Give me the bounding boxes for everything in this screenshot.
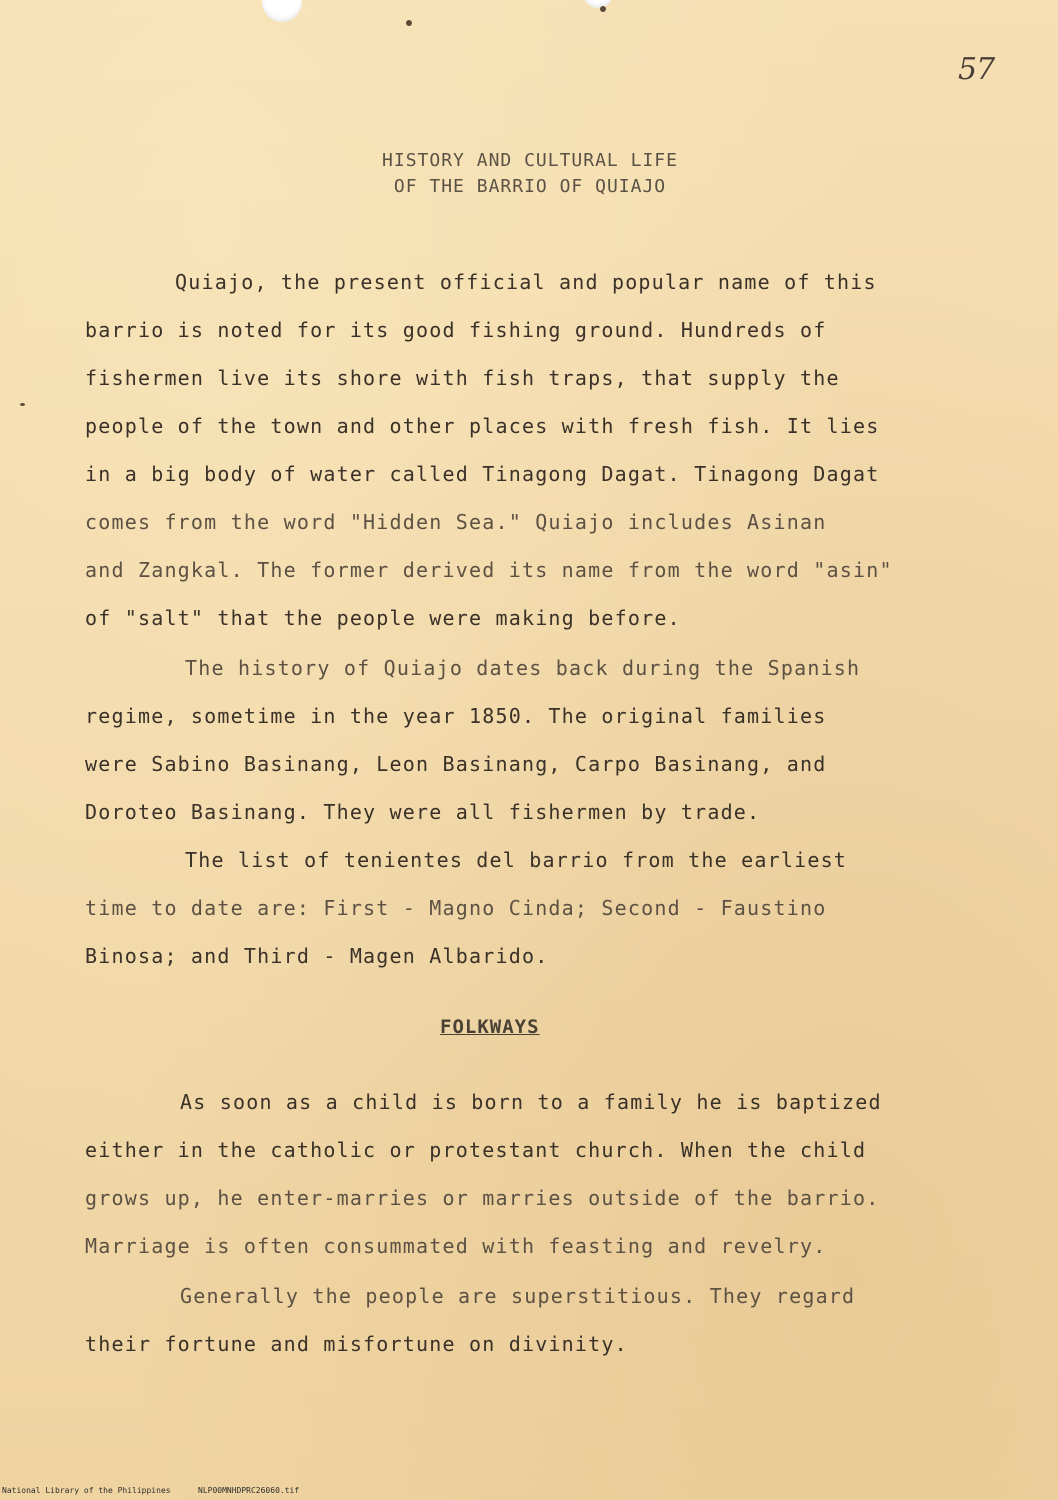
history-p3-line-1: The list of tenientes del barrio from the earliest xyxy=(185,848,848,872)
folkways-p1-line-4: Marriage is often consummated with feasting and revelry. xyxy=(85,1234,827,1258)
history-p1-line-5: in a big body of water called Tinagong Dagat. Tinagong Dagat xyxy=(85,462,880,486)
ink-speck xyxy=(406,20,412,26)
history-p2-line-2: regime, sometime in the year 1850. The original families xyxy=(85,704,827,728)
history-p1-line-7: and Zangkal. The former derived its name from the word "asin" xyxy=(85,558,893,582)
history-p1-line-1: Quiajo, the present official and popular name of this xyxy=(175,270,877,294)
page-number: 57 xyxy=(958,52,995,87)
ink-speck xyxy=(20,403,25,406)
history-p2-line-4: Doroteo Basinang. They were all fishermen by trade. xyxy=(85,800,761,824)
history-p3-line-3: Binosa; and Third - Magen Albarido. xyxy=(85,944,549,968)
history-p3-line-2: time to date are: First - Magno Cinda; Second - Faustino xyxy=(85,896,827,920)
punch-hole xyxy=(583,0,613,8)
folkways-heading: FOLKWAYS xyxy=(440,1016,540,1038)
folkways-p1-line-2: either in the catholic or protestant church. When the child xyxy=(85,1138,867,1162)
history-p2-line-3: were Sabino Basinang, Leon Basinang, Carpo Basinang, and xyxy=(85,752,827,776)
folkways-p2-line-1: Generally the people are superstitious. They regard xyxy=(180,1284,856,1308)
history-p2-line-1: The history of Quiajo dates back during the Spanish xyxy=(185,656,861,680)
history-p1-line-3: fishermen live its shore with fish traps, that supply the xyxy=(85,366,840,390)
punch-hole xyxy=(262,0,302,22)
document-title-line-2: OF THE BARRIO OF QUIAJO xyxy=(393,176,667,197)
history-p1-line-4: people of the town and other places with fresh fish. It lies xyxy=(85,414,880,438)
history-p1-line-8: of "salt" that the people were making before. xyxy=(85,606,681,630)
footer-file-name: NLP00MNHDPRC26060.tif xyxy=(198,1486,300,1495)
history-p1-line-6: comes from the word "Hidden Sea." Quiajo includes Asinan xyxy=(85,510,827,534)
folkways-p1-line-1: As soon as a child is born to a family he is baptized xyxy=(180,1090,882,1114)
ink-speck xyxy=(600,6,606,12)
folkways-p2-line-2: their fortune and misfortune on divinity. xyxy=(85,1332,628,1356)
history-p1-line-2: barrio is noted for its good fishing ground. Hundreds of xyxy=(85,318,827,342)
folkways-p1-line-3: grows up, he enter-marries or marries outside of the barrio. xyxy=(85,1186,880,1210)
document-title-line-1: HISTORY AND CULTURAL LIFE xyxy=(382,150,678,171)
footer-library-name: National Library of the Philippines xyxy=(2,1486,171,1495)
